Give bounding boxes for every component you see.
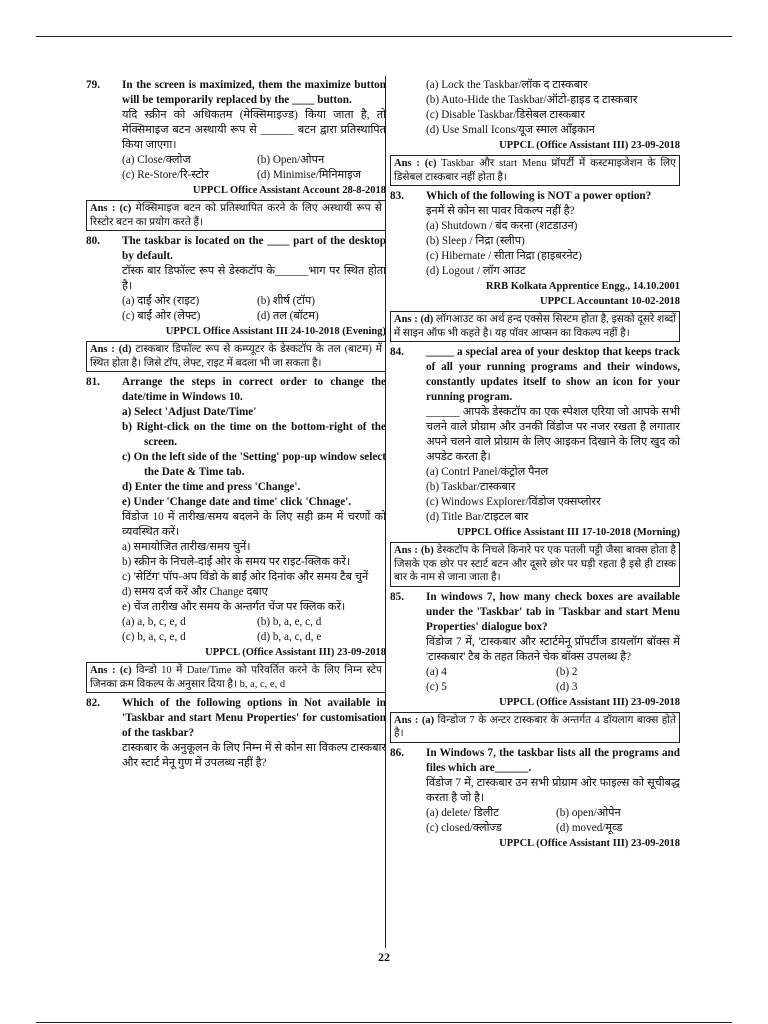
- question-83: [390, 189, 680, 342]
- steps-en: [122, 405, 386, 510]
- option: (c) Disable Taskbar/डिसेबल टास्कबार: [426, 109, 585, 121]
- option: (a) दाईं ओर (राइट): [122, 295, 200, 307]
- option: (b) Auto-Hide the Taskbar/ऑटो-हाइड द टास्कबार: [426, 94, 638, 106]
- options: [426, 806, 680, 836]
- answer-label: Ans : (a): [394, 714, 435, 726]
- bottom-rule: [36, 1022, 732, 1023]
- question-81: [86, 375, 386, 693]
- answer-text: लॉगआउट का अर्थ हन्द एक्सेस सिस्टम होता है, इसको दूसरे शब्दों में साइन ऑफ भी कहते है। यह पॉवर आप्सन का विकल्प नहीं है।: [394, 314, 676, 339]
- option: (b) Taskbar/टास्कबार: [426, 481, 516, 493]
- option: (d) 3: [556, 680, 578, 693]
- answer-box: [86, 662, 386, 693]
- exam-source: UPPCL Accountant 10-02-2018: [540, 296, 680, 307]
- top-rule: [36, 36, 732, 37]
- question-text-hi: टास्कबार के अनुकूलन के लिए निम्न में से कोन सा विकल्प टास्कबार और स्टार्ट मेनू गुण में उपलब्ध नहीं है?: [122, 742, 386, 769]
- exam-source: UPPCL (Office Assistant III) 23-09-2018: [499, 837, 680, 849]
- answer-label: Ans : (d): [90, 344, 132, 355]
- question-82: [86, 696, 386, 771]
- option: (b) Open/ओपन: [257, 154, 325, 166]
- option: (a) Close/क्लोज: [122, 154, 191, 166]
- exam-source: UPPCL Office Assistant III 17-10-2018 (Morning): [456, 527, 680, 538]
- question-text-en: In Windows 7, the taskbar lists all the programs and files which are______.: [426, 746, 680, 774]
- options: [122, 294, 386, 324]
- option: (b) शीर्ष (टॉप): [257, 295, 315, 307]
- question-text-en: The taskbar is located on the ____ part of the desktop by default.: [122, 235, 386, 262]
- option: (c) b, a, c, e, d: [122, 631, 186, 643]
- question-number: 83.: [390, 190, 404, 202]
- question-84: [390, 345, 680, 587]
- step: c) On the left side of the 'Setting' pop-up window select the Date & Time tab.: [122, 451, 386, 478]
- question-number: 84.: [390, 346, 404, 358]
- answer-box: [390, 712, 680, 743]
- answer-label: Ans : (c): [394, 158, 437, 169]
- option: (c) Hibernate / सीता निद्रा (हाइबरनेट): [426, 250, 582, 262]
- left-column: [86, 76, 386, 771]
- question-text-en: In the screen is maximized, them the maximize button will be temporarily replaced by the ____ button.: [122, 79, 386, 106]
- option: (b) open/ओपेन: [556, 806, 621, 819]
- answer-box: [390, 311, 680, 342]
- question-number: 85.: [390, 590, 404, 603]
- right-column: [390, 76, 680, 851]
- step: e) चेंज तारीख और समय के अन्तर्गत चेंज पर क्लिक करें।: [122, 601, 346, 613]
- step: e) Under 'Change date and time' click 'Chnage'.: [122, 496, 352, 508]
- answer-label: Ans : (d): [394, 314, 434, 325]
- option: (a) a, b, c, e, d: [122, 616, 186, 628]
- question-text-hi: विंडोज 7 में, 'टास्कबार और स्टार्टमेनू प्रॉपर्टीज डायलॉग बॉक्स में 'टास्कबार' टैब के तहत कितने चेक बॉक्स उपलब्ध है?: [426, 635, 680, 663]
- exam-source: RRB Kolkata Apprentice Engg., 14.10.2001: [485, 281, 680, 292]
- answer-box: [86, 341, 386, 372]
- steps-hi: [122, 540, 386, 615]
- option: (d) Minimise/मिनिमाइज: [257, 169, 361, 181]
- page-number: 22: [378, 950, 390, 964]
- question-85: [390, 590, 680, 743]
- question-text-hi: यदि स्क्रीन को अधिकतम (मेक्सिमाइज्ड) किया जाता है, तो मेक्सिमाइज बटन अस्थायी रूप से ______ बटन द्वारा प्रतिस्थापित किया जाएगा।: [122, 109, 386, 151]
- question-number: 86.: [390, 746, 404, 759]
- options: [426, 665, 680, 695]
- step: b) स्क्रीन के निचले-दाईं ओर के समय पर राइट-क्लिक करें।: [122, 556, 351, 568]
- question-text-hi: विंडोज 7 में, टास्कबार उन सभी प्रोग्राम ओर फाइल्स को सूचीबद्ध करता है जो है।: [426, 776, 680, 804]
- option: (c) बाईं ओर (लेफ्ट): [122, 310, 201, 322]
- exam-source: UPPCL Office Assistant III 24-10-2018 (Evening): [165, 326, 386, 337]
- option: (c) closed/क्लोज्ड: [426, 821, 502, 834]
- exam-source: UPPCL (Office Assistant III) 23-09-2018: [205, 647, 386, 658]
- question-86: [390, 746, 680, 851]
- answer-label: Ans : (c): [90, 665, 132, 676]
- option: (d) Title Bar/टाइटल बार: [426, 511, 529, 523]
- question-80: [86, 234, 386, 372]
- options: [426, 465, 680, 525]
- answer-label: Ans : (b): [394, 545, 434, 556]
- question-number: 80.: [86, 235, 100, 247]
- question-text-en: Which of the following options in Not available in 'Taskbar and start Menu Properties' for customisation of the taskbar?: [122, 697, 386, 739]
- option: (a) Contrl Panel/कंट्रोल पैनल: [426, 466, 549, 478]
- step: c) 'सेटिंग' पॉप-अप विंडो के बाईं ओर दिनांक और समय टैब चुनें: [122, 571, 369, 583]
- option: (d) b, a, c, d, e: [257, 631, 322, 643]
- step: a) समायोजित तारीख/समय चुनें।: [122, 541, 251, 553]
- option: (b) Sleep / निद्रा (स्लीप): [426, 235, 525, 247]
- question-79: [86, 78, 386, 231]
- question-text-en: Arrange the steps in correct order to change the date/time in Windows 10.: [122, 376, 386, 403]
- answer-label: Ans : (c): [90, 203, 132, 214]
- step: d) Enter the time and press 'Change'.: [122, 481, 301, 493]
- question-text-hi: विंडोज 10 में तारीख/समय बदलने के लिए सही क्रम में चरणों को व्यवस्थित करें।: [122, 511, 386, 538]
- option: (d) moved/मूव्ड: [556, 821, 623, 834]
- question-number: 82.: [86, 697, 100, 709]
- option: (a) Shutdown / बंद करना (शटडाउन): [426, 220, 578, 232]
- question-text-en: In windows 7, how many check boxes are available under the 'Taskbar' tab in 'Taskbar and start Menu Properties' dialogue box?: [426, 590, 680, 633]
- step: d) समय दर्ज करें और Change दबाए: [122, 586, 268, 598]
- answer-box: [86, 200, 386, 231]
- option: (c) Windows Explorer/विंडोज एक्सप्लोरर: [426, 496, 601, 508]
- options: [426, 219, 680, 279]
- question-82-continued: [390, 78, 680, 186]
- question-number: 79.: [86, 79, 100, 91]
- question-text-hi: इनमें से कोन सा पावर विकल्प नहीं है?: [426, 205, 575, 217]
- option: (a) Lock the Taskbar/लॉक द टास्कबार: [426, 79, 588, 91]
- options: [122, 615, 386, 645]
- question-text-hi: ______ आपके डेस्कटॉप का एक स्पेशल एरिया जो आपके सभी चलने वाले प्रोग्राम और उनकी विंडोज पर नजर रखता है लगातार अपने चलने वाले प्रोग्राम के लिए आइकन दिखाने के लिए खुद को अपडेट करता है।: [426, 406, 680, 463]
- answer-text: विन्डोज 7 के अन्टर टास्कबार के अन्तर्गत 4 डॉयलाग बाक्स होते है।: [394, 714, 677, 739]
- question-text-en: _____ a special area of your desktop that keeps track of all your running programs and their windows, constantly updates itself to show an icon for your running program.: [426, 346, 680, 403]
- option: (d) Logout / लॉग आउट: [426, 265, 526, 277]
- answer-text: डेस्कटॉप के निचले किनारे पर एक पतली पट्टी जैसा बाक्स होता है जिसके एक छोर पर स्टार्ट बटन और दूसरे छोर पर घड़ी रहता है इसे ही टास्क बार के नाम से जाना जाता है।: [394, 545, 677, 583]
- answer-box: [390, 542, 680, 587]
- option: (d) तल (बॉटम): [257, 310, 319, 322]
- option: (c) Re-Store/रि-स्टोर: [122, 169, 209, 181]
- option: (b) b, a, e, c, d: [257, 616, 322, 628]
- options: [122, 153, 386, 183]
- option: (c) 5: [426, 680, 447, 693]
- question-text-en: Which of the following is NOT a power option?: [426, 190, 652, 202]
- answer-text: मेक्सिमाइज बटन को प्रतिस्थापित करने के लिए अस्थायी रूप से रिस्टोर बटन का प्रयोग करते हैं।: [90, 203, 382, 228]
- step: a) Select 'Adjust Date/Time': [122, 406, 257, 418]
- option: (a) 4: [426, 665, 447, 678]
- answer-text: विन्डो 10 में Date/Time को परिवर्तित करने के लिए निम्न स्टेप जिनका क्रम विकल्प के अनुसार दिया है। b, a, c, e, d: [90, 665, 382, 690]
- option: (d) Use Small Icons/यूज स्माल आँइकान: [426, 124, 595, 136]
- options: [426, 78, 680, 138]
- answer-box: [390, 155, 680, 186]
- step: b) Right-click on the time on the bottom-right of the screen.: [122, 421, 386, 448]
- option: (a) delete/ डिलीट: [426, 806, 499, 819]
- exam-source: UPPCL (Office Assistant III) 23-09-2018: [499, 140, 680, 151]
- option: (b) 2: [556, 665, 578, 678]
- answer-text: टास्कबार डिफॉल्ट रूप से कम्प्यूटर के डेस्कटॉप के तल (बाटम) में स्थित होता है। जिसे टॉप, लेफ्ट, राइट में बदला भी जा सकता है।: [90, 344, 382, 369]
- question-number: 81.: [86, 376, 100, 388]
- question-text-hi: टॉस्क बार डिफॉल्ट रूप से डेस्कटॉप के______भाग पर स्थित होता है।: [122, 265, 386, 292]
- exam-source: UPPCL Office Assistant Account 28-8-2018: [192, 185, 386, 196]
- exam-source: UPPCL (Office Assistant III) 23-09-2018: [499, 696, 680, 708]
- answer-text: Taskbar और start Menu प्रॉपर्टी में कस्टमाइजेशन के लिए डिसेबल टास्कबार नहीं होता है।: [394, 158, 676, 183]
